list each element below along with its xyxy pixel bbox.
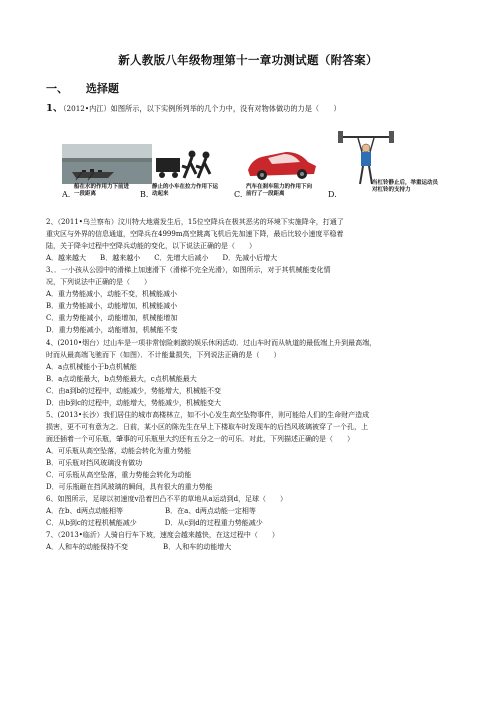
text-line: 重灾区与外界的信息通道，空降兵在4999m高空跳离飞机后先加速下降，最后比较小速度平稳着 (46, 230, 344, 239)
text-line: 时而从最高端飞驰而下（如图）．不计能量损失，下列说法正确的是（ ） (46, 350, 281, 359)
text-line: A．a点机械能小于b点机械能 (46, 362, 137, 371)
text-line: 4、(2010•烟台）过山车是一项非常惊险刺激的娱乐休闲活动．过山车时而从轨道的最低端上升到最高端， (46, 338, 377, 347)
text-line: D．由b到c的过程中，动能增大，势能减少，机械能变大 (46, 398, 222, 407)
text-line: 面还插着一个可乐瓶，肇事的可乐瓶里大约还有五分之一的可乐．对此，下列描述正确的是（ ） (46, 434, 354, 443)
text-line: A．在b、d两点动能相等 B．在a、d两点动能一定相等 (46, 507, 256, 516)
text-line: C．从b到c的过程机械能减少 D．从c到d的过程重力势能减少 (46, 519, 263, 528)
option-c-caption: 汽车在刹车阻力的作用下向前行了一段距离 (246, 184, 313, 197)
boat-icon (62, 144, 152, 184)
text-line: 2、（2011•乌兰察布）汶川特大地震发生后，15位空降兵在极其恶劣的环境下实施降伞，打通了 (46, 218, 344, 226)
text-line: 陆，关于降伞过程中空降兵动能的变化，以下说法正确的是（ ） (46, 242, 256, 251)
question-1-stem (46, 104, 458, 114)
text-line: C．可乐瓶从高空坠落，重力势能会转化为动能 (46, 471, 192, 480)
question-1-number: 1、 (46, 104, 63, 114)
text-line: B．重力势能减小，动能增加，机械能减小 (46, 302, 178, 311)
text-line: B．可乐瓶对挡风玻璃没有做功 (46, 459, 143, 467)
question-1-text: （2012•内江）如图所示，以下实例所列举的几个力中，没有对物体做功的力是（ ） (62, 104, 341, 113)
text-line: D．重力势能减小，动能增加，机械能不变 (46, 326, 178, 335)
text-line: C．由a到b的过程中，动能减少，势能增大，机械能不变 (46, 386, 222, 395)
option-a-letter: A. (62, 190, 71, 199)
option-d-caption: 当杠铃静止后，举重运动员对杠铃的支持力 (372, 180, 439, 193)
option-d-letter: D. (328, 190, 337, 199)
text-line: 损害，更不可有意为之．日前，某小区的陈先生在早上下楼取车时发现车的后挡风玻璃被穿了一个孔，上 (46, 422, 368, 431)
text-line: A．人和车的动能保持不变 B．人和车的动能增大 (46, 543, 232, 552)
cart-push-icon (152, 144, 232, 184)
text-line: A．可乐瓶从高空坠落，动能会转化为重力势能 (46, 446, 192, 455)
text-line: 3、．一小孩从公园中的滑梯上加速滑下（滑梯不完全光滑），如图所示，对于其机械能变化情 (46, 266, 331, 275)
text-line: A．重力势能减小，动能不变，机械能减小 (46, 290, 178, 299)
section-number: 一、 (46, 82, 68, 95)
text-line: C．重力势能减小，动能增加，机械能增加 (46, 314, 178, 323)
section-label: 选择题 (85, 82, 119, 95)
text-line: 况，下列说法中正确的是（ ） (46, 278, 151, 287)
text-line: 5、(2013•长沙）我们居住的城市高楼林立，如不小心发生高空坠物事件，则可能给人们的生命财产造成 (46, 410, 370, 419)
text-line: B．a点动能最大，b点势能最大，c点机械能最大 (46, 374, 197, 383)
document-title: 新人教版八年级物理第十一章功测试题（附答案） (118, 53, 378, 67)
text-line: D．可乐瓶砸在挡风玻璃的瞬间，具有很大的重力势能 (46, 483, 213, 492)
option-c-letter: C. (234, 190, 243, 199)
car-icon (242, 144, 322, 184)
text-line: 7、（2013•临沂）人骑自行车下坡，速度会越来越快，在这过程中（ ） (46, 531, 279, 540)
option-a-caption: 船在水的作用力下前进一段距离 (74, 184, 130, 197)
figure-d-weightlifter (336, 130, 426, 184)
section-heading (46, 80, 119, 96)
text-line: A．越来越大 B．越来越小 C．先增大后减小 D．先减小后增大 (46, 254, 278, 263)
option-b-letter: B. (140, 190, 149, 199)
option-b-caption: 静止的小车在拉力作用下运动起来 (152, 184, 219, 197)
text-line: 6、如图所示，足球以初速度v沿着凹凸不平的草地从a运动到d，足球（ ） (46, 495, 288, 504)
